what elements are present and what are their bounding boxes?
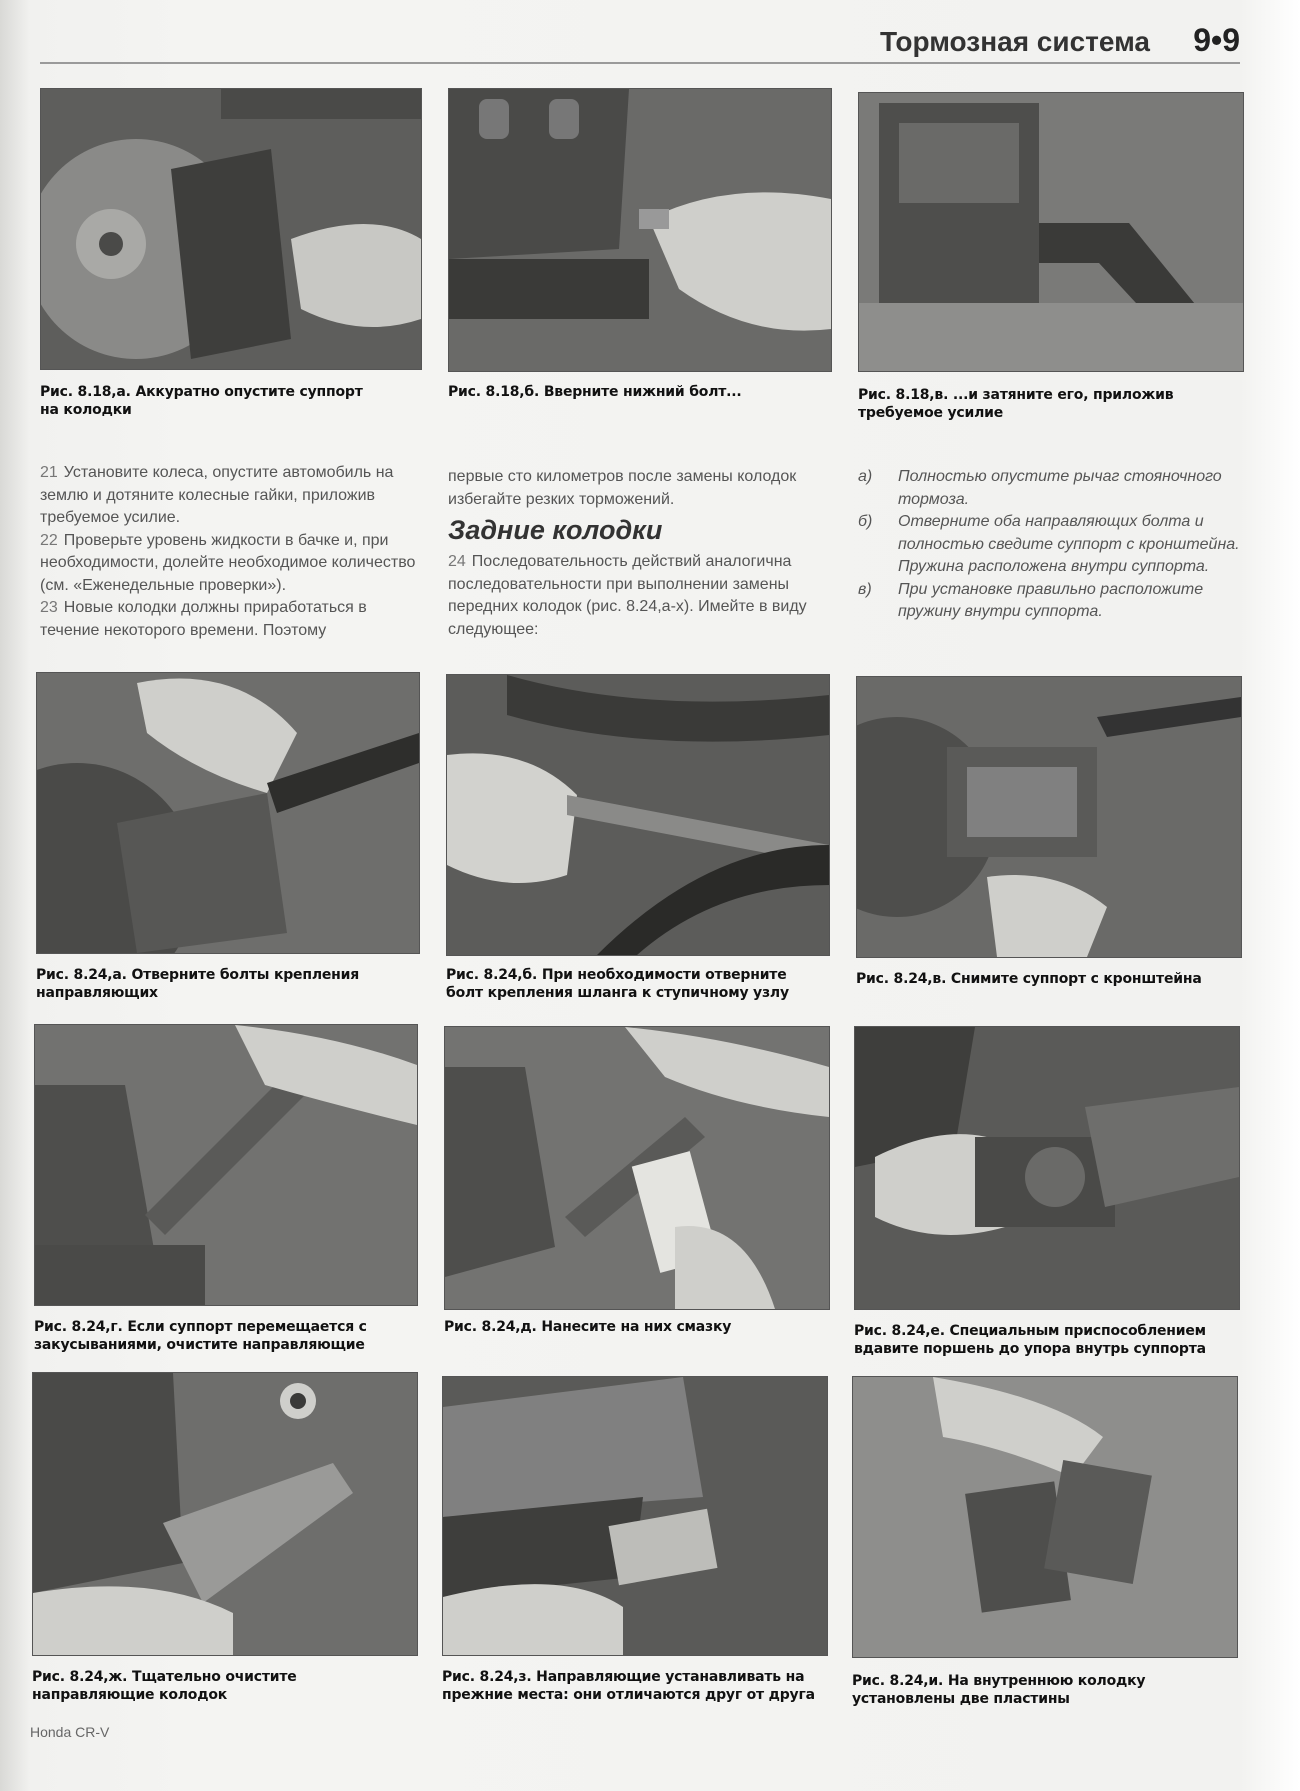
- photo-fig-8-24h: [442, 1376, 828, 1656]
- section-header-title: Тормозная система: [880, 26, 1150, 57]
- photo-fig-8-24f: [854, 1026, 1240, 1310]
- paragraph-23: 23 Новые колодки должны приработаться в течение некоторого времени. Поэтому: [40, 599, 367, 639]
- photo-fig-8-24g: [32, 1372, 418, 1656]
- page-footer: Honda CR-V: [30, 1724, 110, 1740]
- paragraph-22: 22 Проверьте уровень жидкости в бачке и, при необходимости, долейте необходимое количество (см. «Еженедельные проверки»).: [40, 531, 416, 594]
- photo-fig-8-18c: [858, 92, 1244, 372]
- caption-fig-8-24i: Рис. 8.24,и. На внутреннюю колодку установлены две пластины: [852, 1673, 1146, 1707]
- section-title-rear-pads: Задние колодки: [448, 515, 663, 545]
- photo-fig-8-24c: [856, 676, 1242, 958]
- caption-fig-8-24f: Рис. 8.24,е. Специальным приспособлением вдавите поршень до упора внутрь суппорта: [854, 1323, 1206, 1357]
- caption-fig-8-18b: Рис. 8.18,б. Вверните нижний болт...: [448, 384, 742, 400]
- page-number: 9•9: [1193, 22, 1240, 58]
- list-item-a: а) Полностью опустите рычаг стояночного тормоза.: [858, 468, 1222, 508]
- photo-fig-8-24i: [852, 1376, 1238, 1658]
- paragraph-continuation: первые сто километров после замены колодок избегайте резких торможений.: [448, 468, 797, 508]
- text-column-3: [858, 466, 1242, 624]
- caption-fig-8-18c: Рис. 8.18,в. ...и затяните его, приложив требуемое усилие: [858, 387, 1174, 421]
- caption-fig-8-24b: Рис. 8.24,б. При необходимости отверните болт крепления шланга к ступичному узлу: [446, 967, 789, 1001]
- text-column-2: [448, 466, 828, 641]
- caption-fig-8-24g: Рис. 8.24,ж. Тщательно очистите направляющие колодок: [32, 1669, 297, 1703]
- caption-fig-8-24c: Рис. 8.24,в. Снимите суппорт с кронштейна: [856, 971, 1202, 987]
- text-column-1: [40, 462, 418, 642]
- photo-fig-8-18b: [448, 88, 832, 372]
- photo-fig-8-24e: [444, 1026, 830, 1310]
- caption-fig-8-24a: Рис. 8.24,а. Отверните болты крепления направляющих: [36, 967, 360, 1001]
- photo-fig-8-24a: [36, 672, 420, 954]
- caption-fig-8-24h: Рис. 8.24,з. Направляющие устанавливать на прежние места: они отличаются друг от друга: [442, 1669, 815, 1703]
- photo-fig-8-24d: [34, 1024, 418, 1306]
- page-header: [40, 22, 1240, 64]
- caption-fig-8-18a: Рис. 8.18,а. Аккуратно опустите суппорт на колодки: [40, 384, 363, 418]
- caption-fig-8-24d: Рис. 8.24,г. Если суппорт перемещается с закусываниями, очистите направляющие: [34, 1319, 367, 1353]
- list-item-b: б) Отверните оба направляющих болта и полностью сведите суппорт с кронштейна. Пружина расположена внутри суппорта.: [858, 513, 1240, 575]
- list-item-c: в) При установке правильно расположите пружину внутри суппорта.: [858, 580, 1204, 620]
- paragraph-21: 21 Установите колеса, опустите автомобиль на землю и дотяните колесные гайки, приложив требуемое усилие.: [40, 464, 394, 526]
- paragraph-24: 24 Последовательность действий аналогична последовательности при выполнении замены передних колодок (рис. 8.24,а-х). Имейте в виду следующее:: [448, 553, 807, 638]
- photo-fig-8-24b: [446, 674, 830, 956]
- caption-fig-8-24e: Рис. 8.24,д. Нанесите на них смазку: [444, 1319, 732, 1335]
- photo-fig-8-18a: [40, 88, 422, 370]
